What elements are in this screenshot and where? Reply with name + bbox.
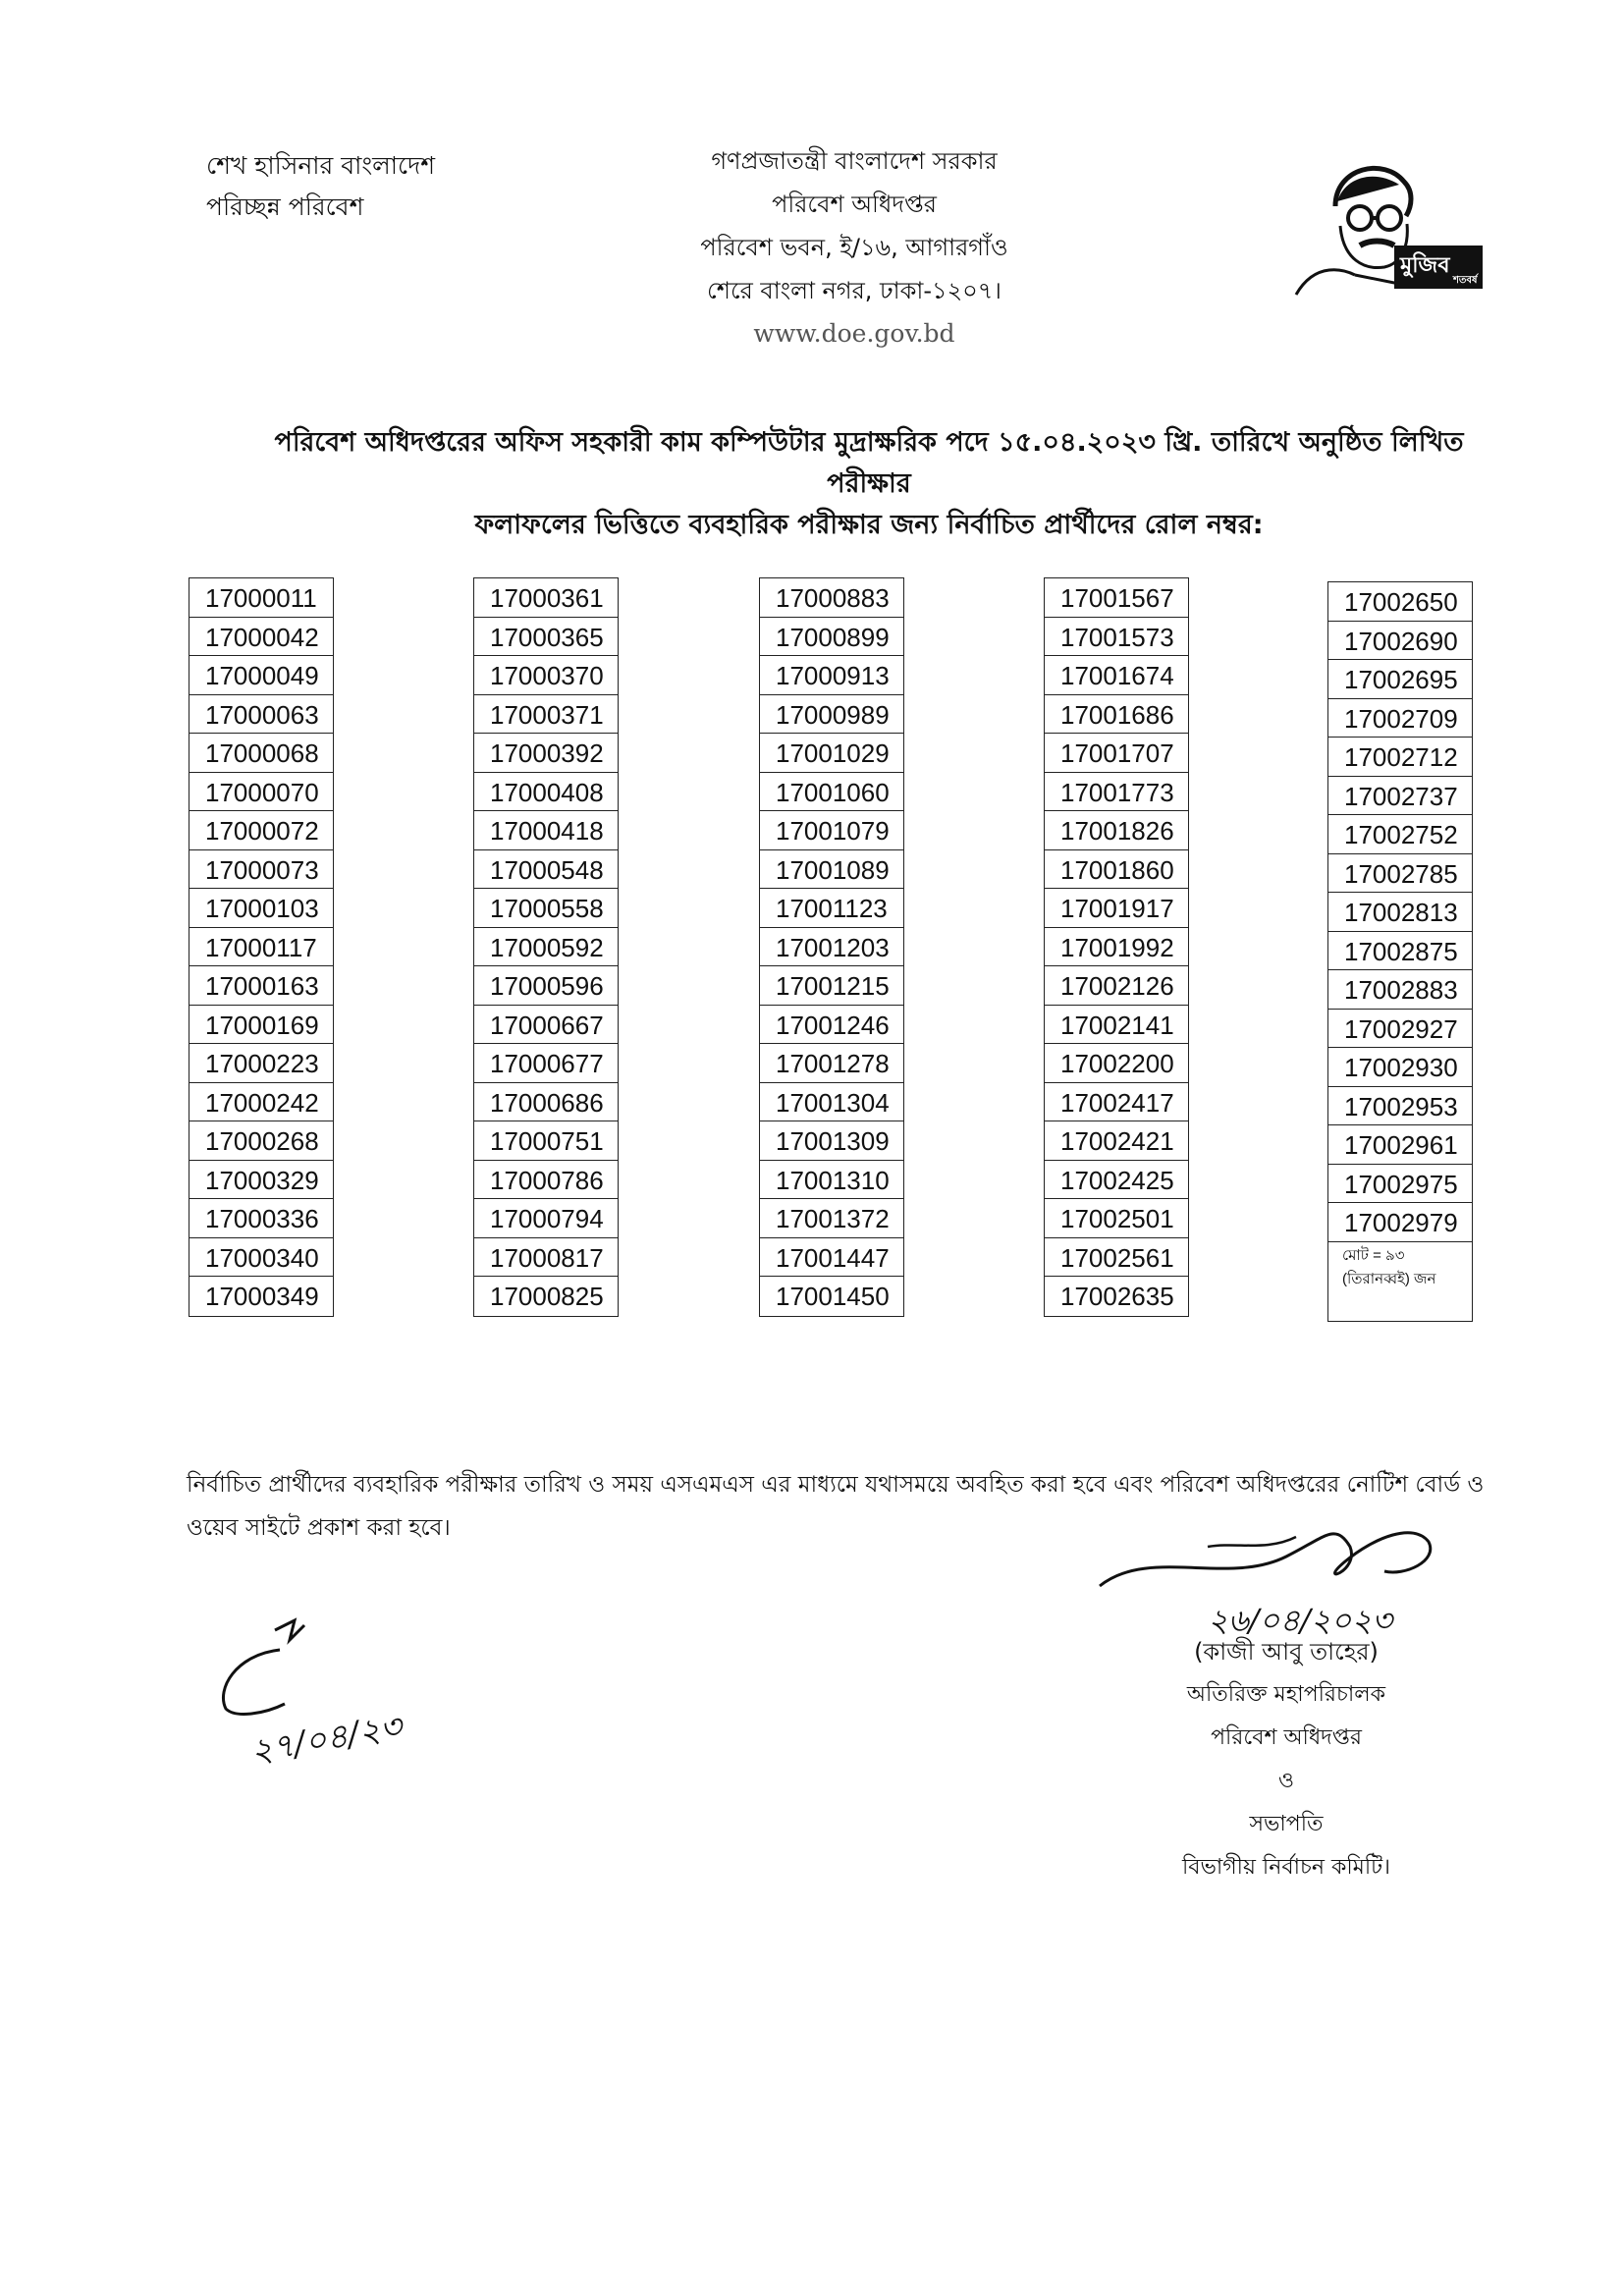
roll-number-cell: 17001707	[1045, 734, 1188, 773]
roll-number-cell: 17001309	[760, 1121, 903, 1161]
roll-number-cell: 17001246	[760, 1006, 903, 1045]
government-header	[609, 139, 1100, 355]
roll-number-cell: 17000070	[189, 773, 333, 812]
roll-number-cell: 17000340	[189, 1238, 333, 1278]
signatory-designation: অতিরিক্ত মহাপরিচালক	[1186, 1682, 1386, 1707]
roll-number-cell: 17000899	[760, 618, 903, 657]
roll-number-cell: 17001372	[760, 1199, 903, 1238]
roll-number-cell: 17002883	[1328, 970, 1472, 1010]
roll-number-cell: 17002690	[1328, 622, 1472, 661]
roll-column-4	[1044, 577, 1189, 1317]
roll-number-cell: 17001060	[760, 773, 903, 812]
roll-number-cell: 17000117	[189, 928, 333, 967]
roll-number-cell: 17002930	[1328, 1048, 1472, 1087]
roll-number-cell: 17001079	[760, 811, 903, 850]
roll-number-cell: 17000268	[189, 1121, 333, 1161]
roll-number-cell: 17000596	[474, 966, 618, 1006]
roll-number-cell: 17000392	[474, 734, 618, 773]
roll-number-cell: 17002927	[1328, 1010, 1472, 1049]
signatory-role: সভাপতি	[1249, 1812, 1324, 1836]
roll-number-cell: 17002421	[1045, 1121, 1188, 1161]
initial-date: ২৭/০৪/২৩	[247, 1706, 406, 1773]
roll-number-cell: 17002709	[1328, 699, 1472, 738]
total-count-words: (তিরানব্বই) জন	[1342, 1270, 1436, 1287]
roll-number-cell: 17002953	[1328, 1087, 1472, 1126]
roll-number-cell: 17000686	[474, 1083, 618, 1122]
roll-number-cell: 17000365	[474, 618, 618, 657]
slogan-line-1: শেখ হাসিনার বাংলাদেশ	[206, 151, 435, 180]
roll-number-cell: 17001826	[1045, 811, 1188, 850]
roll-number-cell: 17000548	[474, 850, 618, 890]
roll-number-cell: 17001029	[760, 734, 903, 773]
roll-number-cell: 17002979	[1328, 1203, 1472, 1242]
total-count-cell	[1328, 1242, 1472, 1321]
roll-number-cell: 17002712	[1328, 738, 1472, 777]
roll-number-cell: 17002875	[1328, 932, 1472, 971]
roll-number-cell: 17000242	[189, 1083, 333, 1122]
gov-line-2: পরিবেশ অধিদপ্তর	[772, 191, 937, 218]
roll-number-cell: 17001123	[760, 889, 903, 928]
roll-number-cell: 17000418	[474, 811, 618, 850]
roll-number-cell: 17002635	[1060, 1282, 1174, 1311]
roll-number-cell: 17001860	[1045, 850, 1188, 890]
signatory-and: ও	[1277, 1769, 1295, 1793]
mujib-borsho-logo	[1276, 147, 1492, 304]
gov-line-4: শেরে বাংলা নগর, ঢাকা-১২০৭।	[707, 277, 1001, 304]
roll-number-cell: 17002813	[1328, 893, 1472, 932]
roll-number-cell: 17002737	[1328, 777, 1472, 816]
roll-number-cell: 17001773	[1045, 773, 1188, 812]
roll-number-cell: 17001278	[760, 1044, 903, 1083]
roll-number-cell: 17002785	[1328, 854, 1472, 894]
roll-number-cell: 17002417	[1045, 1083, 1188, 1122]
roll-number-cell: 17000042	[189, 618, 333, 657]
roll-number-cell: 17001304	[760, 1083, 903, 1122]
gov-line-3: পরিবেশ ভবন, ই/১৬, আগারগাঁও	[700, 234, 1008, 261]
roll-number-cell: 17000667	[474, 1006, 618, 1045]
roll-number-cell: 17000677	[474, 1044, 618, 1083]
roll-number-cell: 17002126	[1045, 966, 1188, 1006]
roll-number-cell: 17000370	[474, 656, 618, 695]
roll-column-5	[1327, 581, 1473, 1322]
signatory-block	[1080, 1630, 1492, 1889]
roll-number-cell: 17000103	[189, 889, 333, 928]
total-count: মোট = ৯৩	[1342, 1246, 1405, 1264]
roll-number-cell: 17001686	[1045, 695, 1188, 735]
roll-column-3	[759, 577, 904, 1317]
roll-number-cell: 17000011	[189, 578, 333, 618]
roll-number-cell: 17002141	[1045, 1006, 1188, 1045]
roll-number-cell: 17000883	[760, 578, 903, 618]
roll-number-cell: 17000223	[189, 1044, 333, 1083]
roll-number-cell: 17001450	[776, 1282, 890, 1311]
signatory-committee: বিভাগীয় নির্বাচন কমিটি।	[1181, 1855, 1391, 1880]
roll-number-cell: 17000408	[474, 773, 618, 812]
signatory-office: পরিবেশ অধিদপ্তর	[1211, 1725, 1362, 1750]
roll-number-cell: 17001567	[1045, 578, 1188, 618]
gov-line-1: গণপ্রজাতন্ত্রী বাংলাদেশ সরকার	[711, 147, 998, 175]
roll-number-cell: 17002695	[1328, 660, 1472, 699]
roll-number-cell: 17000072	[189, 811, 333, 850]
notice-title	[265, 422, 1473, 546]
roll-number-cell: 17000163	[189, 966, 333, 1006]
website-link[interactable]: www.doe.gov.bd	[753, 319, 955, 348]
roll-number-cell: 17000361	[474, 578, 618, 618]
roll-number-cell: 17001992	[1045, 928, 1188, 967]
footer-note: নির্বাচিত প্রার্থীদের ব্যবহারিক পরীক্ষার তারিখ ও সময় এসএমএস এর মাধ্যমে যথাসময়ে অবহিত করা হবে এবং পরিবেশ অধিদপ্তরের নোটিশ বোর্ড ও ওয়েব সাইটে প্রকাশ করা হবে।	[187, 1472, 1485, 1541]
logo-subtext: শতবর্ষ	[1453, 275, 1478, 286]
slogan	[206, 145, 435, 228]
roll-number-cell: 17000825	[490, 1282, 604, 1311]
roll-number-cell: 17000913	[760, 656, 903, 695]
roll-number-cell: 17000073	[189, 850, 333, 890]
roll-number-cell: 17002975	[1328, 1165, 1472, 1204]
roll-number-cell: 17001447	[760, 1238, 903, 1278]
roll-number-cell: 17002961	[1328, 1125, 1472, 1165]
roll-number-cell: 17001674	[1045, 656, 1188, 695]
roll-number-cell: 17002425	[1045, 1161, 1188, 1200]
signature-date: ২৬/০৪/২০২৩	[1208, 1602, 1392, 1639]
roll-number-cell: 17000349	[205, 1282, 319, 1311]
roll-number-cell: 17000169	[189, 1006, 333, 1045]
roll-number-cell: 17000329	[189, 1161, 333, 1200]
roll-number-cell: 17002752	[1328, 815, 1472, 854]
roll-number-cell: 17002650	[1328, 582, 1472, 622]
roll-number-cell: 17000751	[474, 1121, 618, 1161]
roll-number-cell: 17001917	[1045, 889, 1188, 928]
logo-text: মুজিব	[1400, 253, 1450, 278]
roll-number-cell: 17000592	[474, 928, 618, 967]
roll-number-cell: 17001089	[760, 850, 903, 890]
roll-number-cell: 17000817	[474, 1238, 618, 1278]
roll-number-cell: 17001310	[760, 1161, 903, 1200]
roll-number-cell: 17001203	[760, 928, 903, 967]
roll-column-1	[189, 577, 334, 1317]
roll-number-cell: 17000336	[189, 1199, 333, 1238]
roll-number-cell: 17000068	[189, 734, 333, 773]
roll-number-cell: 17001573	[1045, 618, 1188, 657]
roll-number-cell: 17000049	[189, 656, 333, 695]
roll-number-cell: 17001215	[760, 966, 903, 1006]
roll-column-2	[473, 577, 619, 1317]
roll-number-cell: 17000063	[189, 695, 333, 735]
roll-number-cell: 17002200	[1045, 1044, 1188, 1083]
roll-number-cell: 17002561	[1045, 1238, 1188, 1278]
roll-number-cell: 17000794	[474, 1199, 618, 1238]
roll-number-cell: 17000989	[760, 695, 903, 735]
signatory-name: (কাজী আবু তাহের)	[1194, 1638, 1379, 1666]
notice-title-line-2: ফলাফলের ভিত্তিতে ব্যবহারিক পরীক্ষার জন্য নির্বাচিত প্রার্থীদের রোল নম্বর:	[474, 510, 1264, 540]
roll-number-cell: 17000371	[474, 695, 618, 735]
roll-number-cell: 17000786	[474, 1161, 618, 1200]
roll-number-cell: 17000558	[474, 889, 618, 928]
roll-number-cell: 17002501	[1045, 1199, 1188, 1238]
notice-title-line-1: পরিবেশ অধিদপ্তরের অফিস সহকারী কাম কম্পিউটার মুদ্রাক্ষরিক পদে ১৫.০৪.২০২৩ খ্রি. তারিখে অনুষ্ঠিত লিখিত পরীক্ষার	[274, 427, 1464, 499]
slogan-line-2: পরিচ্ছন্ন পরিবেশ	[206, 192, 364, 221]
